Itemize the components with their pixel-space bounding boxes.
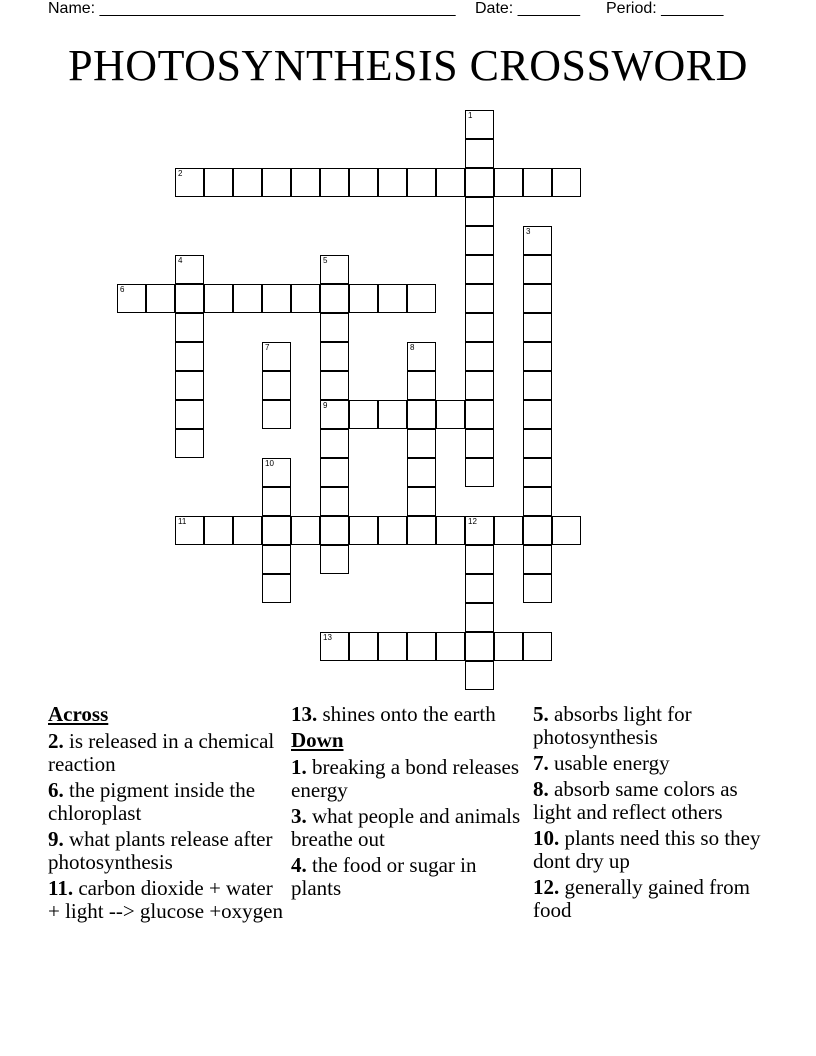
- clue-number: 11.: [48, 876, 74, 900]
- crossword-cell[interactable]: [465, 284, 494, 313]
- crossword-cell[interactable]: [262, 284, 291, 313]
- clue-number: 7.: [533, 751, 549, 775]
- crossword-cell[interactable]: [465, 371, 494, 400]
- crossword-cell[interactable]: [465, 168, 494, 197]
- crossword-cell[interactable]: [320, 516, 349, 545]
- clue-down-5: [533, 703, 769, 749]
- clue-number: 2.: [48, 729, 64, 753]
- clue-number-label: 9: [323, 401, 328, 410]
- crossword-cell[interactable]: [407, 429, 436, 458]
- clue-down-1: [291, 756, 527, 802]
- crossword-cell[interactable]: [465, 255, 494, 284]
- crossword-cell[interactable]: [262, 400, 291, 429]
- crossword-cell[interactable]: [465, 429, 494, 458]
- clue-number-label: 4: [178, 256, 183, 265]
- crossword-cell[interactable]: [320, 458, 349, 487]
- crossword-cell[interactable]: [407, 458, 436, 487]
- crossword-cell[interactable]: [320, 487, 349, 516]
- crossword-cell[interactable]: [465, 574, 494, 603]
- clue-number: 9.: [48, 827, 64, 851]
- crossword-cell[interactable]: [407, 284, 436, 313]
- clue-down-8: [533, 778, 769, 824]
- page-title: PHOTOSYNTHESIS CROSSWORD: [68, 41, 748, 90]
- name-field[interactable]: Name: ________________________________________: [48, 0, 456, 17]
- crossword-cell[interactable]: [523, 226, 552, 255]
- clue-number: 4.: [291, 853, 307, 877]
- crossword-cell[interactable]: [233, 284, 262, 313]
- crossword-cell[interactable]: [523, 632, 552, 661]
- crossword-cell[interactable]: [523, 371, 552, 400]
- crossword-cell[interactable]: [407, 400, 436, 429]
- crossword-cell[interactable]: [291, 284, 320, 313]
- crossword-cell[interactable]: [523, 574, 552, 603]
- clue-number-label: 13: [323, 633, 332, 642]
- crossword-cell[interactable]: [494, 168, 523, 197]
- crossword-cell[interactable]: [320, 632, 349, 661]
- crossword-cell[interactable]: [320, 545, 349, 574]
- clue-number: 8.: [533, 777, 549, 801]
- crossword-cell[interactable]: [436, 400, 465, 429]
- crossword-cell[interactable]: [320, 342, 349, 371]
- clue-text: is released in a chemical reaction: [48, 729, 275, 776]
- crossword-cell[interactable]: [349, 168, 378, 197]
- crossword-cell[interactable]: [320, 371, 349, 400]
- clue-across-11: [48, 877, 286, 923]
- crossword-cell[interactable]: [378, 400, 407, 429]
- crossword-cell[interactable]: [175, 429, 204, 458]
- clue-text: shines onto the earth: [317, 702, 496, 726]
- clue-text: the pigment inside the chloroplast: [48, 778, 256, 825]
- crossword-cell[interactable]: [175, 516, 204, 545]
- crossword-cell[interactable]: [146, 284, 175, 313]
- across-heading: Across: [48, 702, 109, 726]
- date-field[interactable]: Date: _______: [475, 0, 580, 17]
- clue-number-label: 12: [468, 517, 477, 526]
- crossword-cell[interactable]: [262, 458, 291, 487]
- crossword-cell[interactable]: [523, 545, 552, 574]
- crossword-cell[interactable]: [407, 516, 436, 545]
- clue-text: usable energy: [548, 751, 670, 775]
- clue-number: 12.: [533, 875, 560, 899]
- crossword-cell[interactable]: [436, 516, 465, 545]
- clue-number-label: 7: [265, 343, 270, 352]
- crossword-cell[interactable]: [262, 574, 291, 603]
- crossword-cell[interactable]: [465, 545, 494, 574]
- clue-across-6: [48, 779, 286, 825]
- clues-column-2: [291, 703, 527, 903]
- clue-number: 13.: [291, 702, 318, 726]
- clue-text: absorbs light for photosynthesis: [533, 702, 692, 749]
- crossword-cell[interactable]: [204, 516, 233, 545]
- crossword-cell[interactable]: [117, 284, 146, 313]
- crossword-cell[interactable]: [465, 110, 494, 139]
- crossword-cell[interactable]: [523, 255, 552, 284]
- clue-number: 3.: [291, 804, 307, 828]
- crossword-cell[interactable]: [175, 255, 204, 284]
- crossword-cell[interactable]: [320, 255, 349, 284]
- crossword-cell[interactable]: [320, 284, 349, 313]
- period-field[interactable]: Period: _______: [606, 0, 724, 17]
- clue-number: 10.: [533, 826, 560, 850]
- crossword-cell[interactable]: [204, 284, 233, 313]
- clue-text: absorb same colors as light and reflect others: [533, 777, 738, 824]
- clue-across-13: [291, 703, 527, 726]
- crossword-cell[interactable]: [262, 545, 291, 574]
- crossword-cell[interactable]: [349, 400, 378, 429]
- clues-column-3: [533, 703, 769, 925]
- crossword-cell[interactable]: [523, 284, 552, 313]
- crossword-cell[interactable]: [349, 284, 378, 313]
- crossword-cell[interactable]: [465, 458, 494, 487]
- crossword-cell[interactable]: [233, 516, 262, 545]
- crossword-cell[interactable]: [320, 400, 349, 429]
- crossword-cell[interactable]: [407, 342, 436, 371]
- crossword-cell[interactable]: [378, 632, 407, 661]
- clue-number-label: 10: [265, 459, 274, 468]
- crossword-cell[interactable]: [320, 168, 349, 197]
- clue-down-12: [533, 876, 769, 922]
- crossword-cell[interactable]: [262, 487, 291, 516]
- crossword-cell[interactable]: [175, 400, 204, 429]
- crossword-cell[interactable]: [349, 632, 378, 661]
- crossword-cell[interactable]: [262, 516, 291, 545]
- crossword-cell[interactable]: [262, 371, 291, 400]
- clue-number: 6.: [48, 778, 64, 802]
- crossword-cell[interactable]: [349, 516, 378, 545]
- crossword-cell[interactable]: [523, 342, 552, 371]
- crossword-cell[interactable]: [465, 661, 494, 690]
- crossword-cell[interactable]: [175, 284, 204, 313]
- clue-across-9: [48, 828, 286, 874]
- crossword-cell[interactable]: [523, 516, 552, 545]
- crossword-cell[interactable]: [436, 168, 465, 197]
- clue-down-3: [291, 805, 527, 851]
- crossword-cell[interactable]: [262, 342, 291, 371]
- crossword-cell[interactable]: [465, 342, 494, 371]
- crossword-cell[interactable]: [523, 313, 552, 342]
- crossword-cell[interactable]: [523, 458, 552, 487]
- crossword-cell[interactable]: [291, 168, 320, 197]
- clue-number: 5.: [533, 702, 549, 726]
- clue-text: generally gained from food: [533, 875, 750, 922]
- clue-number-label: 6: [120, 285, 125, 294]
- clue-number-label: 5: [323, 256, 328, 265]
- crossword-cell[interactable]: [465, 313, 494, 342]
- clue-text: breaking a bond releases energy: [291, 755, 519, 802]
- crossword-cell[interactable]: [552, 516, 581, 545]
- crossword-cell[interactable]: [436, 632, 465, 661]
- crossword-cell[interactable]: [465, 139, 494, 168]
- clue-text: what plants release after photosynthesis: [48, 827, 273, 874]
- crossword-cell[interactable]: [465, 603, 494, 632]
- clue-text: plants need this so they dont dry up: [533, 826, 761, 873]
- crossword-cell[interactable]: [233, 168, 262, 197]
- crossword-cell[interactable]: [465, 516, 494, 545]
- crossword-cell[interactable]: [175, 371, 204, 400]
- clue-text: the food or sugar in plants: [291, 853, 477, 900]
- crossword-cell[interactable]: [175, 342, 204, 371]
- crossword-cell[interactable]: [320, 429, 349, 458]
- crossword-cell[interactable]: [378, 168, 407, 197]
- crossword-cell[interactable]: [494, 516, 523, 545]
- clue-number-label: 3: [526, 227, 531, 236]
- crossword-cell[interactable]: [204, 168, 233, 197]
- clue-number-label: 11: [178, 517, 187, 526]
- crossword-cell[interactable]: [407, 168, 436, 197]
- crossword-cell[interactable]: [262, 168, 291, 197]
- clue-down-4: [291, 854, 527, 900]
- clue-number-label: 8: [410, 343, 415, 352]
- clue-text: what people and animals breathe out: [291, 804, 521, 851]
- crossword-cell[interactable]: [175, 313, 204, 342]
- crossword-cell[interactable]: [465, 632, 494, 661]
- crossword-cell[interactable]: [523, 400, 552, 429]
- crossword-cell[interactable]: [523, 429, 552, 458]
- clue-across-2: [48, 730, 286, 776]
- clue-number-label: 2: [178, 169, 183, 178]
- crossword-cell[interactable]: [407, 632, 436, 661]
- clue-down-7: [533, 752, 769, 775]
- crossword-cell[interactable]: [175, 168, 204, 197]
- crossword-cell[interactable]: [378, 284, 407, 313]
- crossword-cell[interactable]: [494, 632, 523, 661]
- crossword-cell[interactable]: [523, 168, 552, 197]
- crossword-cell[interactable]: [407, 487, 436, 516]
- crossword-cell[interactable]: [465, 226, 494, 255]
- down-heading: Down: [291, 728, 344, 752]
- crossword-cell[interactable]: [407, 371, 436, 400]
- clue-number-label: 1: [468, 111, 473, 120]
- crossword-cell[interactable]: [320, 313, 349, 342]
- clue-down-10: [533, 827, 769, 873]
- crossword-cell[interactable]: [291, 516, 320, 545]
- clue-text: carbon dioxide + water + light --> glucose +oxygen: [48, 876, 283, 923]
- crossword-cell[interactable]: [378, 516, 407, 545]
- crossword-cell[interactable]: [465, 400, 494, 429]
- crossword-cell[interactable]: [523, 487, 552, 516]
- clues-column-1: [48, 703, 286, 926]
- clue-number: 1.: [291, 755, 307, 779]
- crossword-cell[interactable]: [552, 168, 581, 197]
- crossword-cell[interactable]: [465, 197, 494, 226]
